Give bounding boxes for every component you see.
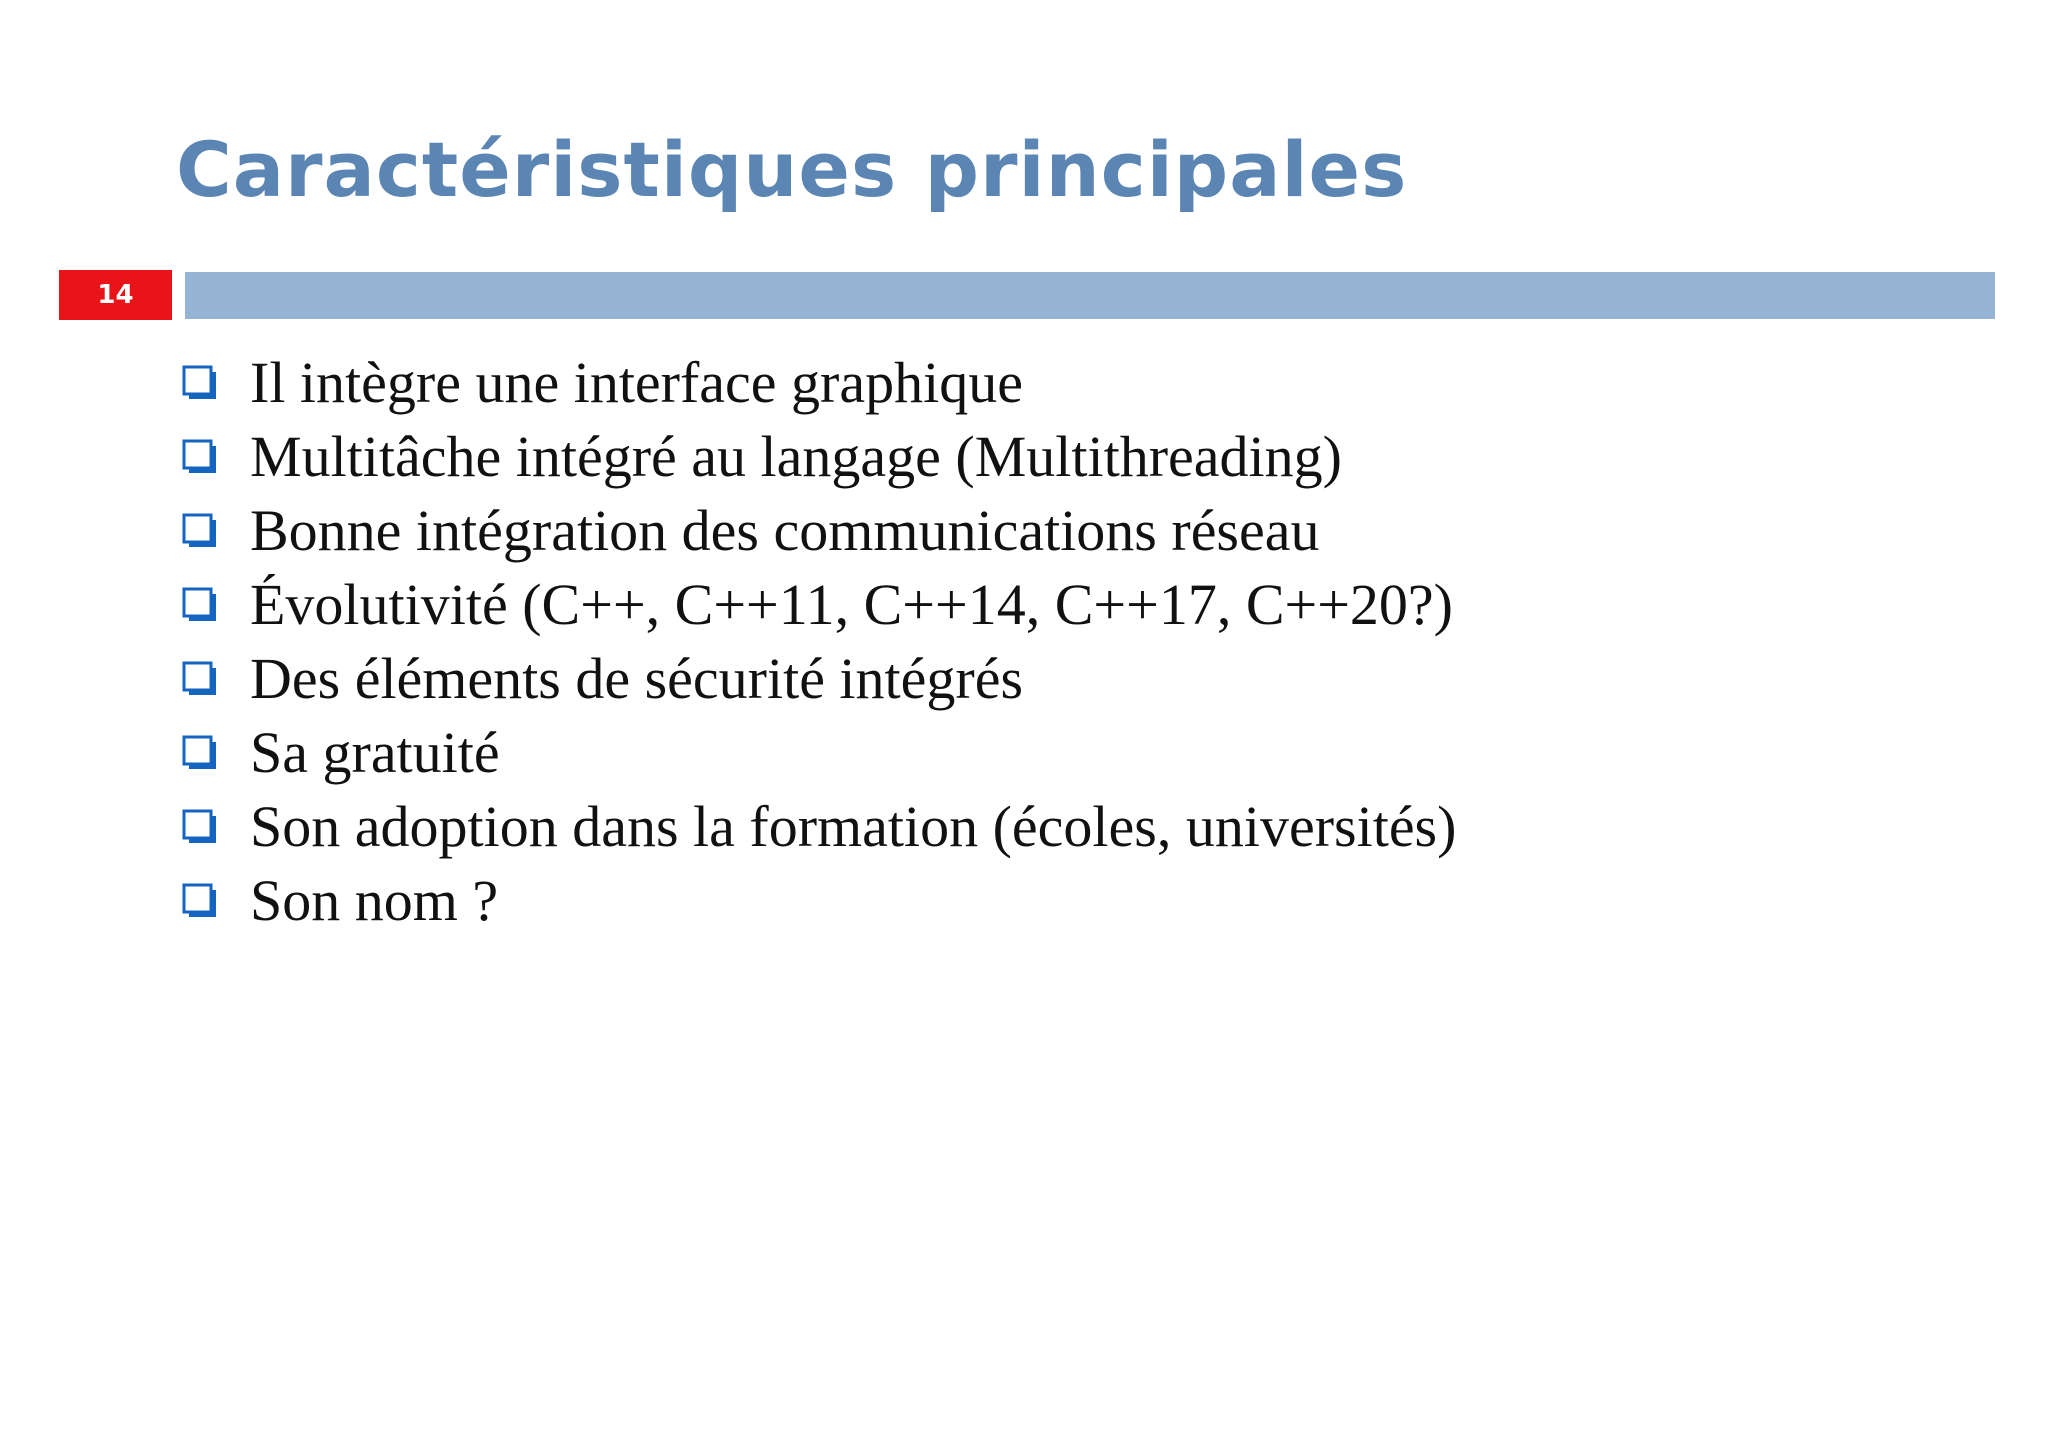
bullet-text: Évolutivité (C++, C++11, C++14, C++17, C++20?) — [250, 572, 1453, 637]
list-item — [182, 642, 1456, 716]
checkbox-square-icon — [182, 883, 218, 919]
list-item — [182, 568, 1456, 642]
bullet-text: Il intègre une interface graphique — [250, 350, 1023, 415]
bullet-text: Des éléments de sécurité intégrés — [250, 646, 1024, 711]
list-item — [182, 864, 1456, 938]
bullet-text: Son adoption dans la formation (écoles, universités) — [250, 794, 1457, 859]
bullet-list — [182, 346, 1456, 938]
bullet-text: Multitâche intégré au langage (Multithreading) — [250, 424, 1342, 489]
list-item — [182, 420, 1456, 494]
slide-title: Caractéristiques principales — [176, 125, 1408, 214]
checkbox-square-icon — [182, 365, 218, 401]
bullet-text: Bonne intégration des communications réseau — [250, 498, 1320, 563]
title-divider-bar — [185, 272, 1995, 319]
checkbox-square-icon — [182, 513, 218, 549]
list-item — [182, 346, 1456, 420]
slide-number-badge: 14 — [59, 270, 172, 320]
list-item — [182, 716, 1456, 790]
checkbox-square-icon — [182, 735, 218, 771]
list-item — [182, 494, 1456, 568]
checkbox-square-icon — [182, 587, 218, 623]
bullet-text: Sa gratuité — [250, 720, 500, 785]
checkbox-square-icon — [182, 809, 218, 845]
list-item — [182, 790, 1456, 864]
checkbox-square-icon — [182, 439, 218, 475]
bullet-text: Son nom ? — [250, 868, 499, 933]
checkbox-square-icon — [182, 661, 218, 697]
